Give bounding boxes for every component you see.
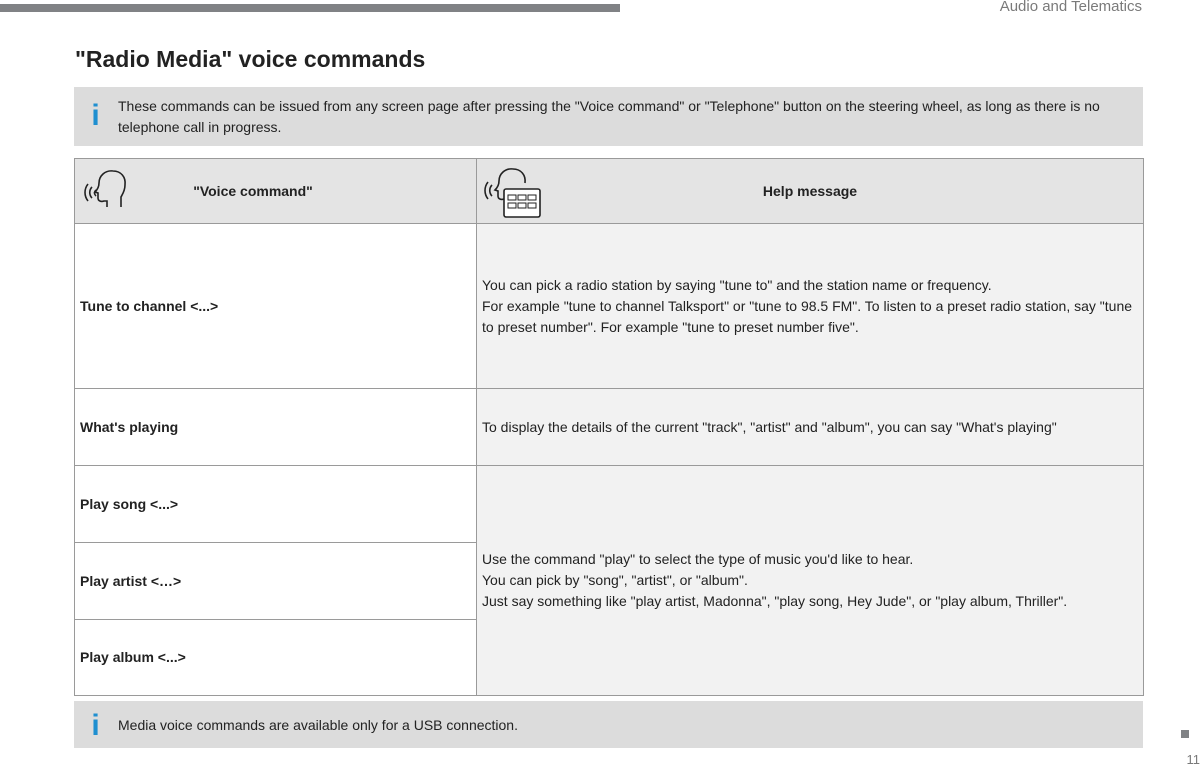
- help-cell: You can pick a radio station by saying "tune to" and the station name or frequency. For example "tune to channel Talksport" or "tune to 98.5 FM". To listen to a preset radio station, say "tune to preset number". For example "tune to preset number five".: [477, 224, 1144, 389]
- page-number: 11: [1186, 752, 1200, 767]
- info-box-bottom: [74, 701, 1143, 748]
- voice-command-header: [75, 159, 477, 224]
- help-message-header: [477, 159, 1144, 224]
- command-cell: Play artist <…>: [75, 543, 477, 620]
- command-cell: Play album <...>: [75, 620, 477, 696]
- voice-head-icon: [83, 167, 129, 207]
- help-cell: Use the command "play" to select the type of music you'd like to hear. You can pick by "song", "artist", or "album". Just say something like "play artist, Madonna", "play song, Hey Jude", or "play album, Thriller".: [477, 466, 1144, 696]
- voice-commands-table: [74, 158, 1144, 696]
- help-cell: To display the details of the current "track", "artist" and "album", you can say "What's playing": [477, 389, 1144, 466]
- command-cell: What's playing: [75, 389, 477, 466]
- section-label: Audio and Telematics: [999, 0, 1142, 15]
- table-header-row: [75, 159, 1144, 224]
- info-box-top: [74, 87, 1143, 146]
- info-text: Media voice commands are available only for a USB connection.: [118, 717, 518, 733]
- top-decor-bar: [0, 4, 620, 12]
- command-cell: Play song <...>: [75, 466, 477, 543]
- help-message-header-label: Help message: [762, 182, 858, 199]
- table-row: [75, 466, 1144, 543]
- info-icon: i: [91, 99, 100, 132]
- info-icon: i: [91, 709, 100, 742]
- table-row: [75, 224, 1144, 389]
- info-text: These commands can be issued from any screen page after pressing the "Voice command" or "Telephone" button on the steering wheel, as long as there is no telephone call in progress.: [118, 98, 1100, 135]
- voice-command-header-label: "Voice command": [193, 182, 313, 199]
- table-row: [75, 389, 1144, 466]
- page-title: "Radio Media" voice commands: [75, 46, 426, 72]
- voice-help-screen-icon: [483, 167, 545, 219]
- corner-marker: [1181, 730, 1189, 738]
- command-cell: Tune to channel <...>: [75, 224, 477, 389]
